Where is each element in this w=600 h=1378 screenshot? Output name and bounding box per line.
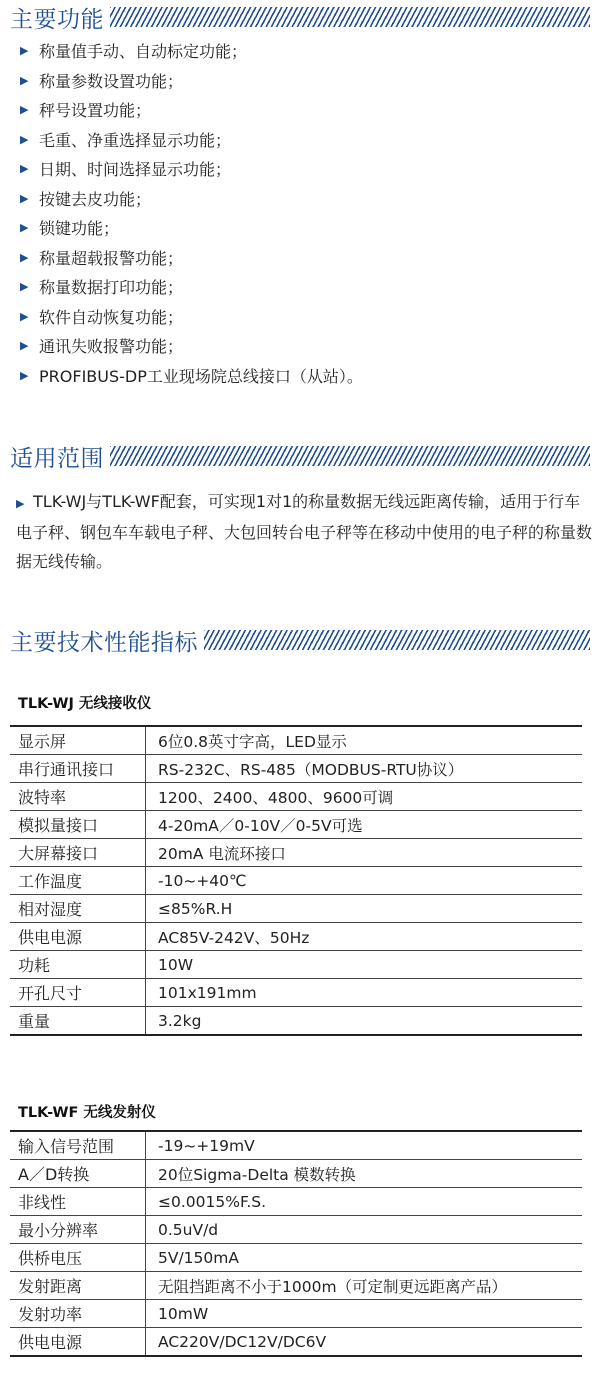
triangle-bullet-icon: ▶ [20, 191, 29, 205]
table-row [10, 839, 582, 867]
triangle-bullet-icon: ▶ [20, 280, 29, 294]
spec-value: 无阻挡距离不小于1000m（可定制更远距离产品） [146, 1272, 583, 1300]
list-item [20, 272, 363, 302]
spec-value: RS-232C、RS-485（MODBUS-RTU协议） [146, 755, 583, 783]
receiver-spec-table [10, 725, 582, 1036]
list-item [20, 125, 363, 155]
list-item-text: 通讯失败报警功能； [39, 337, 184, 357]
scope-paragraph [16, 487, 592, 576]
hatch-decoration [204, 630, 590, 650]
section-title: 主要功能 [10, 6, 104, 33]
triangle-bullet-icon: ▶ [20, 339, 29, 353]
table-row [10, 1131, 582, 1160]
table-row [10, 1216, 582, 1244]
list-item-text: 锁键功能； [39, 219, 120, 239]
list-item [20, 95, 363, 125]
triangle-bullet-icon: ▶ [20, 309, 29, 323]
hatch-decoration [110, 446, 590, 466]
spec-value: 4-20mA／0-10V／0-5V可选 [146, 811, 583, 839]
spec-value: -10~+40℃ [146, 867, 583, 895]
spec-key: 供桥电压 [10, 1244, 146, 1272]
feature-list [20, 36, 363, 390]
spec-key: 工作温度 [10, 867, 146, 895]
spec-value: 10mW [146, 1300, 583, 1328]
list-item [20, 331, 363, 361]
spec-value: 20位Sigma-Delta 模数转换 [146, 1160, 583, 1188]
table-row [10, 811, 582, 839]
spec-value: 1200、2400、4800、9600可调 [146, 783, 583, 811]
table-row [10, 895, 582, 923]
spec-key: 供电电源 [10, 923, 146, 951]
scope-text: TLK-WJ与TLK-WF配套，可实现1对1的称量数据无线远距离传输，适用于行车电子秤、钢包车车载电子秤、大包回转台电子秤等在移动中使用的电子秤的称量数据无线传输。 [16, 492, 593, 571]
spec-value: ≤85%R.H [146, 895, 583, 923]
spec-value: 6位0.8英寸字高，LED显示 [146, 726, 583, 755]
list-item [20, 66, 363, 96]
table-row [10, 979, 582, 1007]
hatch-decoration [110, 7, 590, 27]
triangle-bullet-icon: ▶ [20, 250, 29, 264]
triangle-bullet-icon: ▶ [20, 162, 29, 176]
spec-key: 输入信号范围 [10, 1131, 146, 1160]
spec-key: 非线性 [10, 1188, 146, 1216]
spec-key: 供电电源 [10, 1328, 146, 1357]
spec-value: 10W [146, 951, 583, 979]
triangle-bullet-icon: ▶ [16, 497, 25, 510]
list-item [20, 154, 363, 184]
list-item [20, 361, 363, 391]
spec-key: 发射功率 [10, 1300, 146, 1328]
spec-key: 大屏幕接口 [10, 839, 146, 867]
list-item-text: 日期、时间选择显示功能； [39, 160, 232, 180]
table-row [10, 1300, 582, 1328]
spec-value: 3.2kg [146, 1007, 583, 1036]
table-row [10, 1188, 582, 1216]
triangle-bullet-icon: ▶ [20, 221, 29, 235]
spec-value: AC85V-242V、50Hz [146, 923, 583, 951]
spec-value: 0.5uV/d [146, 1216, 583, 1244]
triangle-bullet-icon: ▶ [20, 73, 29, 87]
table-row [10, 1244, 582, 1272]
list-item-text: 软件自动恢复功能； [39, 307, 184, 327]
spec-value: ≤0.0015%F.S. [146, 1188, 583, 1216]
spec-key: 显示屏 [10, 726, 146, 755]
spec-key: 模拟量接口 [10, 811, 146, 839]
receiver-table-title: TLK-WJ 无线接收仪 [18, 696, 152, 712]
spec-value: 20mA 电流环接口 [146, 839, 583, 867]
list-item-text: 称量值手动、自动标定功能； [39, 42, 248, 62]
list-item-text: 秤号设置功能； [39, 101, 152, 121]
table-row [10, 951, 582, 979]
section-title: 主要技术性能指标 [10, 629, 198, 656]
table-row [10, 1328, 582, 1357]
spec-value: 5V/150mA [146, 1244, 583, 1272]
list-item-text: 按键去皮功能； [39, 189, 152, 209]
table-row [10, 755, 582, 783]
spec-key: 最小分辨率 [10, 1216, 146, 1244]
section-title: 适用范围 [10, 445, 104, 472]
table-row [10, 1272, 582, 1300]
spec-key: 相对湿度 [10, 895, 146, 923]
table-row [10, 867, 582, 895]
spec-key: 波特率 [10, 783, 146, 811]
spec-key: A／D转换 [10, 1160, 146, 1188]
table-row [10, 783, 582, 811]
triangle-bullet-icon: ▶ [20, 44, 29, 58]
list-item [20, 184, 363, 214]
triangle-bullet-icon: ▶ [20, 132, 29, 146]
spec-key: 功耗 [10, 951, 146, 979]
spec-value: -19~+19mV [146, 1131, 583, 1160]
list-item [20, 302, 363, 332]
transmitter-spec-table [10, 1130, 582, 1357]
table-row [10, 1007, 582, 1036]
table-row [10, 1160, 582, 1188]
spec-key: 发射距离 [10, 1272, 146, 1300]
table-row [10, 726, 582, 755]
list-item-text: 称量数据打印功能； [39, 278, 184, 298]
list-item [20, 36, 363, 66]
spec-value: AC220V/DC12V/DC6V [146, 1328, 583, 1357]
section-header-scope [10, 441, 590, 471]
list-item-text: 毛重、净重选择显示功能； [39, 130, 232, 150]
triangle-bullet-icon: ▶ [20, 103, 29, 117]
list-item [20, 243, 363, 273]
section-header-specs [10, 625, 590, 655]
list-item [20, 213, 363, 243]
triangle-bullet-icon: ▶ [20, 368, 29, 382]
transmitter-table-title: TLK-WF 无线发射仪 [18, 1105, 156, 1121]
spec-key: 串行通讯接口 [10, 755, 146, 783]
table-row [10, 923, 582, 951]
spec-key: 重量 [10, 1007, 146, 1036]
section-header-main-functions [10, 2, 590, 32]
spec-key: 开孔尺寸 [10, 979, 146, 1007]
spec-value: 101x191mm [146, 979, 583, 1007]
list-item-text: 称量参数设置功能； [39, 71, 184, 91]
list-item-text: PROFIBUS-DP工业现场院总线接口（从站）。 [39, 366, 363, 386]
list-item-text: 称量超载报警功能； [39, 248, 184, 268]
